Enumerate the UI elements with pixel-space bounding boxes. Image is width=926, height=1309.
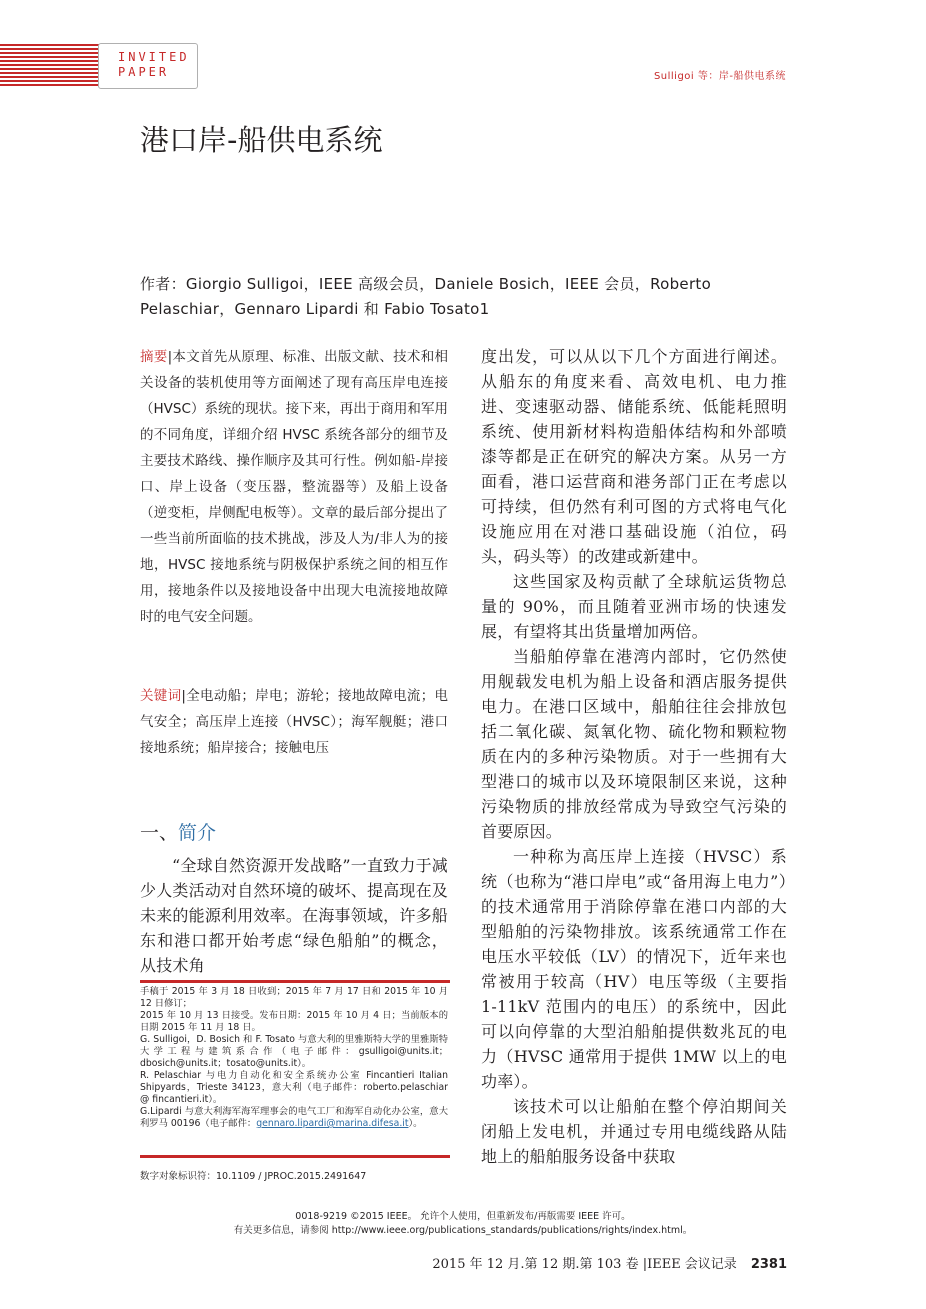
footnote-affiliation-lipardi (140, 1106, 448, 1130)
page-number: 2381 (750, 1257, 787, 1272)
keywords-text: |全电动船；岸电；游轮；接地故障电流；电气安全；高压岸上连接（HVSC）；海军舰艇；港口接地系统；船岸接合；接触电压 (140, 688, 448, 756)
copyright-line-2: 有关更多信息，请参阅 http://www.ieee.org/publications_standards/publications/rights/index.html。 (233, 1225, 693, 1236)
copyright-notice (0, 1210, 926, 1238)
paper-title: 港口岸-船供电系统 (140, 123, 383, 157)
footnote-lipardi-text: G.Lipardi 与意大利海军海军理事会的电气工厂和海军自动化办公室，意大利罗马 00196（电子邮件： (140, 1106, 448, 1129)
doi-line: 数字对象标识符：10.1109 / JPROC.2015.2491647 (140, 1171, 367, 1182)
right-paragraph-5: 该技术可以让船舶在整个停泊期间关闭船上发电机，并通过专用电缆线路从陆地上的船舶服务设备中获取 (481, 1097, 787, 1166)
abstract-text: |本文首先从原理、标准、出版文献、技术和相关设备的装机使用等方面阐述了现有高压岸电连接（HVSC）系统的现状。接下来，再出于商用和军用的不同角度，详细介绍 HVSC 系统各部分的细节及主要技术路线、操作顺序及其可行性。例如船-岸接口、岸上设备（变压器，整流器等）及船上设备（逆变柜，岸侧配电板等）。文章的最后部分提出了一些当前所面临的技术挑战，涉及人为/非人为的接地，HVSC 接地系统与阴极保护系统之间的相互作用，接地条件以及接地设备中出现大电流接地故障时的电气安全问题。 (140, 349, 448, 625)
footnote-top-rule (140, 980, 450, 983)
footnote-affiliation-sulligoi: G. Sulligoi，D. Bosich 和 F. Tosato 与意大利的里雅斯特大学的里雅斯特大学工程与建筑系合作（电子邮件：gsulligoi@units.it；dbosich@units.it；tosato@units.it）。 (140, 1034, 448, 1069)
abstract-label: 摘要 (140, 349, 168, 365)
invited-paper-label (118, 50, 190, 80)
section-title: 简介 (178, 822, 217, 844)
abstract (140, 344, 448, 630)
badge-line-invited: INVITED (118, 50, 190, 64)
copyright-line-1: 0018-9219 ©2015 IEEE。 允许个人使用，但重新发布/再版需要 IEEE 许可。 (295, 1211, 631, 1222)
footnote-received: 手稿于 2015 年 3 月 18 日收到；2015 年 7 月 17 日和 2015 年 10 月 12 日修订； (140, 986, 448, 1009)
footnote-affiliation-pelaschiar: R. Pelaschiar 与电力自动化和安全系统办公室 Fincantieri Italian Shipyards，Trieste 34123，意大利（电子邮件：roberto.pelaschiar @ fincantieri.it）。 (140, 1070, 448, 1105)
footnotes (140, 986, 448, 1130)
footnote-lipardi-end: ）。 (408, 1118, 423, 1129)
footnote-accepted: 2015 年 10 月 13 日接受。发布日期：2015 年 10 月 4 日；当前版本的日期 2015 年 11 月 18 日。 (140, 1010, 448, 1033)
badge-line-paper: PAPER (118, 65, 170, 79)
right-paragraph-2: 这些国家及构贡献了全球航运货物总量的 90%，而且随着亚洲市场的快速发展，有望将其出货量增加两倍。 (481, 572, 787, 641)
section-number: 一、 (140, 822, 179, 844)
right-column (481, 344, 787, 1169)
right-paragraph-4: 一种称为高压岸上连接（HVSC）系统（也称为“港口岸电”或“备用海上电力”）的技术通常用于消除停靠在港口内部的大型船舶的污染物排放。该系统通常工作在电压水平较低（LV）的情况下，近年来也常被用于较高（HV）电压等级（主要指 1-11kV 范围内的电压）的系统中，因此可以向停靠的大型泊船舶提供数兆瓦的电力（HVSC 通常用于提供 1MW 以上的电功率）。 (481, 847, 787, 1091)
keywords (140, 683, 448, 761)
footnote-bottom-rule (140, 1155, 450, 1158)
right-paragraph-3: 当船舶停靠在港湾内部时，它仍然使用舰载发电机为船上设备和酒店服务提供电力。在港口区域中，船舶往往会排放包括二氧化碳、氮氧化物、硫化物和颗粒物质在内的多种污染物质。对于一些拥有大型港口的城市以及环境限制区来说，这种污染物质的排放经常成为导致空气污染的首要原因。 (481, 647, 787, 841)
section-heading (140, 818, 216, 845)
footer-issue: 2015 年 12 月.第 12 期.第 103 卷 |IEEE 会议记录 (432, 1257, 737, 1272)
email-link-lipardi[interactable]: gennaro.lipardi@marina.difesa.it (256, 1118, 409, 1129)
intro-paragraph: “全球自然资源开发战略”一直致力于减少人类活动对自然环境的破坏、提高现在及未来的能源利用效率。在海事领域，许多船东和港口都开始考虑“绿色船舶”的概念，从技术角 (140, 856, 448, 975)
page-footer (432, 1253, 787, 1272)
running-head: Sulligoi 等：岸-船供电系统 (653, 71, 786, 82)
author-list: 作者：Giorgio Sulligoi，IEEE 高级会员，Daniele Bosich，IEEE 会员，Roberto Pelaschiar，Gennaro Lipardi 和 Fabio Tosato1 (140, 275, 712, 318)
right-paragraph-1: 度出发，可以从以下几个方面进行阐述。从船东的角度来看、高效电机、电力推进、变速驱动器、储能系统、低能耗照明系统、使用新材料构造船体结构和外部喷漆等都是正在研究的解决方案。从另一方面看，港口运营商和港务部门正在考虑以可持续，但仍然有利可图的方式将电气化设施应用在对港口基础设施（泊位，码头，码头等）的改建或新建中。 (481, 347, 787, 566)
keywords-label: 关键词 (140, 688, 182, 704)
